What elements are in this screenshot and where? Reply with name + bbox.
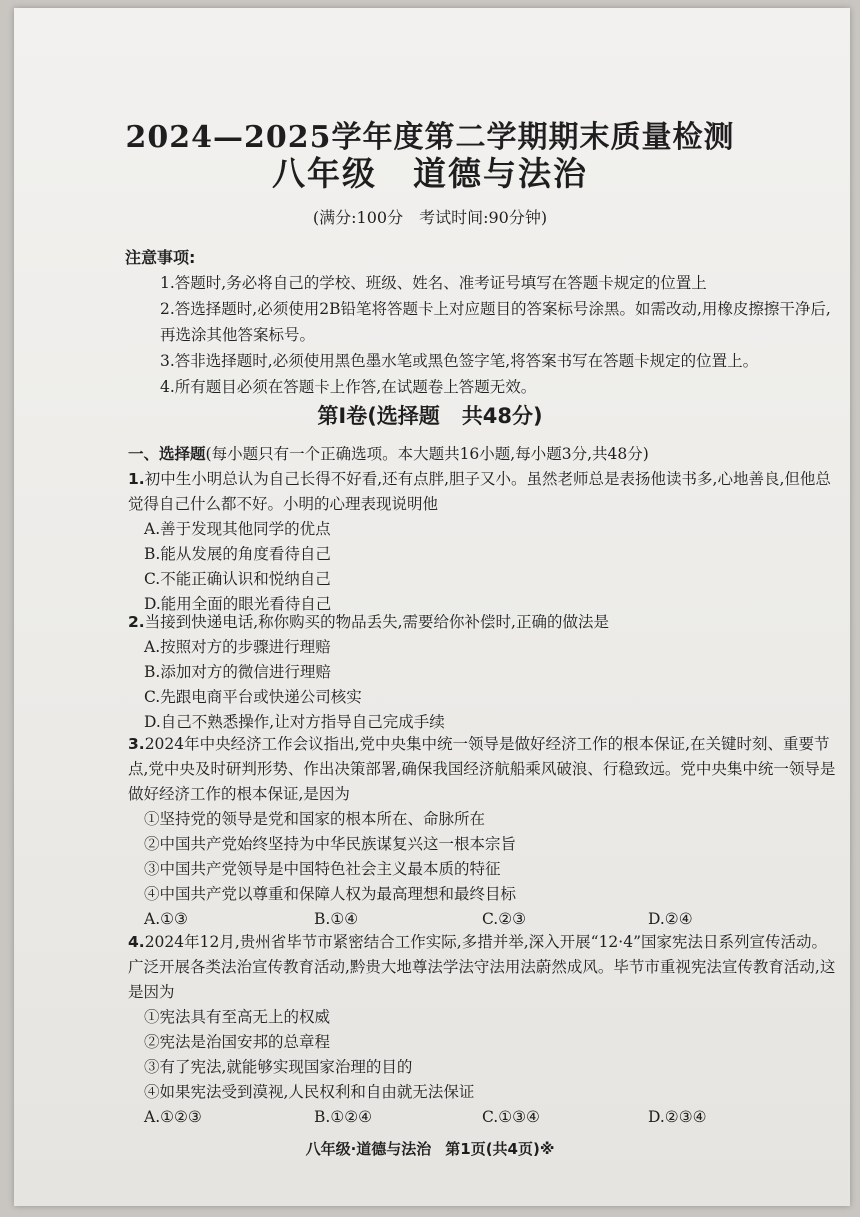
option-c: C.不能正确认识和悦纳自己 — [144, 570, 331, 588]
question-number: 1. — [128, 470, 145, 488]
statement: ④中国共产党以尊重和保障人权为最高理想和最终目标 — [144, 885, 517, 903]
option-c: C.先跟电商平台或快递公司核实 — [144, 688, 362, 706]
page-footer — [0, 1138, 860, 1159]
question-stem — [128, 610, 838, 635]
part-label: 一、选择题 — [128, 445, 206, 463]
question-number: 2. — [128, 613, 145, 631]
choice-c: C.①③④ — [482, 1108, 540, 1126]
choice-d: D.②③④ — [648, 1108, 707, 1126]
statement: ②中国共产党始终坚持为中华民族谋复兴这一根本宗旨 — [144, 835, 517, 853]
notice-item: 3.答非选择题时,必须使用黑色墨水笔或黑色签字笔,将答案书写在答题卡规定的位置上。 — [160, 352, 759, 370]
notice-item: 1.答题时,务必将自己的学校、班级、姓名、准考证号填写在答题卡规定的位置上 — [160, 274, 707, 292]
question-text: 当接到快递电话,称你购买的物品丢失,需要给你补偿时,正确的做法是 — [144, 613, 609, 631]
question-stem — [128, 467, 838, 517]
grade-label: 八年级 — [272, 154, 377, 193]
part-description: (每小题只有一个正确选项。本大题共16小题,每小题3分,共48分) — [205, 445, 649, 463]
statement: ②宪法是治国安邦的总章程 — [144, 1033, 331, 1051]
page-number: 第1页(共4页)※ — [445, 1140, 555, 1158]
question-text: 2024年中央经济工作会议指出,党中央集中统一领导是做好经济工作的根本保证,在关键时刻、重要节点,党中央及时研判形势、作出决策部署,确保我国经济航船乘风破浪、行稳致远。党中央集中统一领导是做好经济工作的根本保证,是因为 — [128, 735, 836, 803]
choice-b: B.①②④ — [314, 1108, 373, 1126]
option-d: D.能用全面的眼光看待自己 — [144, 595, 332, 613]
notice-list — [160, 270, 840, 400]
choice-row — [128, 907, 838, 932]
choice-row — [128, 1105, 838, 1130]
question-3 — [128, 732, 838, 932]
option-b: B.添加对方的微信进行理赔 — [144, 663, 331, 681]
section-title-part2: 共48分) — [461, 404, 543, 428]
question-text: 2024年12月,贵州省毕节市紧密结合工作实际,多措并举,深入开展“12·4”国家宪法日系列宣传活动。广泛开展各类法治宣传教育活动,黔贵大地尊法学法守法用法蔚然成风。毕节市重视宪法宣传教育活动,这是因为 — [128, 933, 836, 1001]
statement: ③有了宪法,就能够实现国家治理的目的 — [144, 1058, 413, 1076]
question-2 — [128, 610, 838, 735]
choice-a: A.①②③ — [144, 1108, 202, 1126]
question-number: 3. — [128, 735, 145, 753]
choice-d: D.②④ — [648, 910, 693, 928]
option-d: D.自己不熟悉操作,让对方指导自己完成手续 — [144, 713, 445, 731]
notice-heading: 注意事项: — [125, 248, 196, 267]
question-stem — [128, 732, 838, 807]
notice-item: 2.答选择题时,必须使用2B铅笔将答题卡上对应题目的答案标号涂黑。如需改动,用橡皮擦擦干净后,再选涂其他答案标号。 — [160, 300, 831, 344]
statement: ③中国共产党领导是中国特色社会主义最本质的特征 — [144, 860, 501, 878]
notice-item: 4.所有题目必须在答题卡上作答,在试题卷上答题无效。 — [160, 378, 537, 396]
question-number: 4. — [128, 933, 145, 951]
subject-label: 道德与法治 — [413, 154, 588, 193]
choice-a: A.①③ — [144, 910, 188, 928]
option-a: A.按照对方的步骤进行理赔 — [144, 638, 331, 656]
question-1 — [128, 467, 838, 617]
choice-c: C.②③ — [482, 910, 527, 928]
question-stem — [128, 930, 838, 1005]
section-title — [0, 400, 860, 430]
exam-info: (满分:100分 考试时间:90分钟) — [312, 208, 548, 227]
option-a: A.善于发现其他同学的优点 — [144, 520, 331, 538]
choice-b: B.①④ — [314, 910, 359, 928]
exam-title: 2024—2025学年度第二学期期末质量检测 — [125, 120, 735, 155]
statement: ④如果宪法受到漠视,人民权利和自由就无法保证 — [144, 1083, 475, 1101]
question-text: 初中生小明总认为自己长得不好看,还有点胖,胆子又小。虽然老师总是表扬他读书多,心地善良,但他总觉得自己什么都不好。小明的心理表现说明他 — [128, 470, 831, 513]
section-title-part1: 第Ⅰ卷(选择题 — [317, 404, 440, 428]
statement: ①坚持党的领导是党和国家的根本所在、命脉所在 — [144, 810, 486, 828]
option-b: B.能从发展的角度看待自己 — [144, 545, 331, 563]
exam-subtitle — [0, 148, 860, 195]
statement: ①宪法具有至高无上的权威 — [144, 1008, 331, 1026]
part-heading — [128, 442, 848, 464]
question-4 — [128, 930, 838, 1130]
footer-subject: 八年级·道德与法治 — [305, 1140, 432, 1158]
